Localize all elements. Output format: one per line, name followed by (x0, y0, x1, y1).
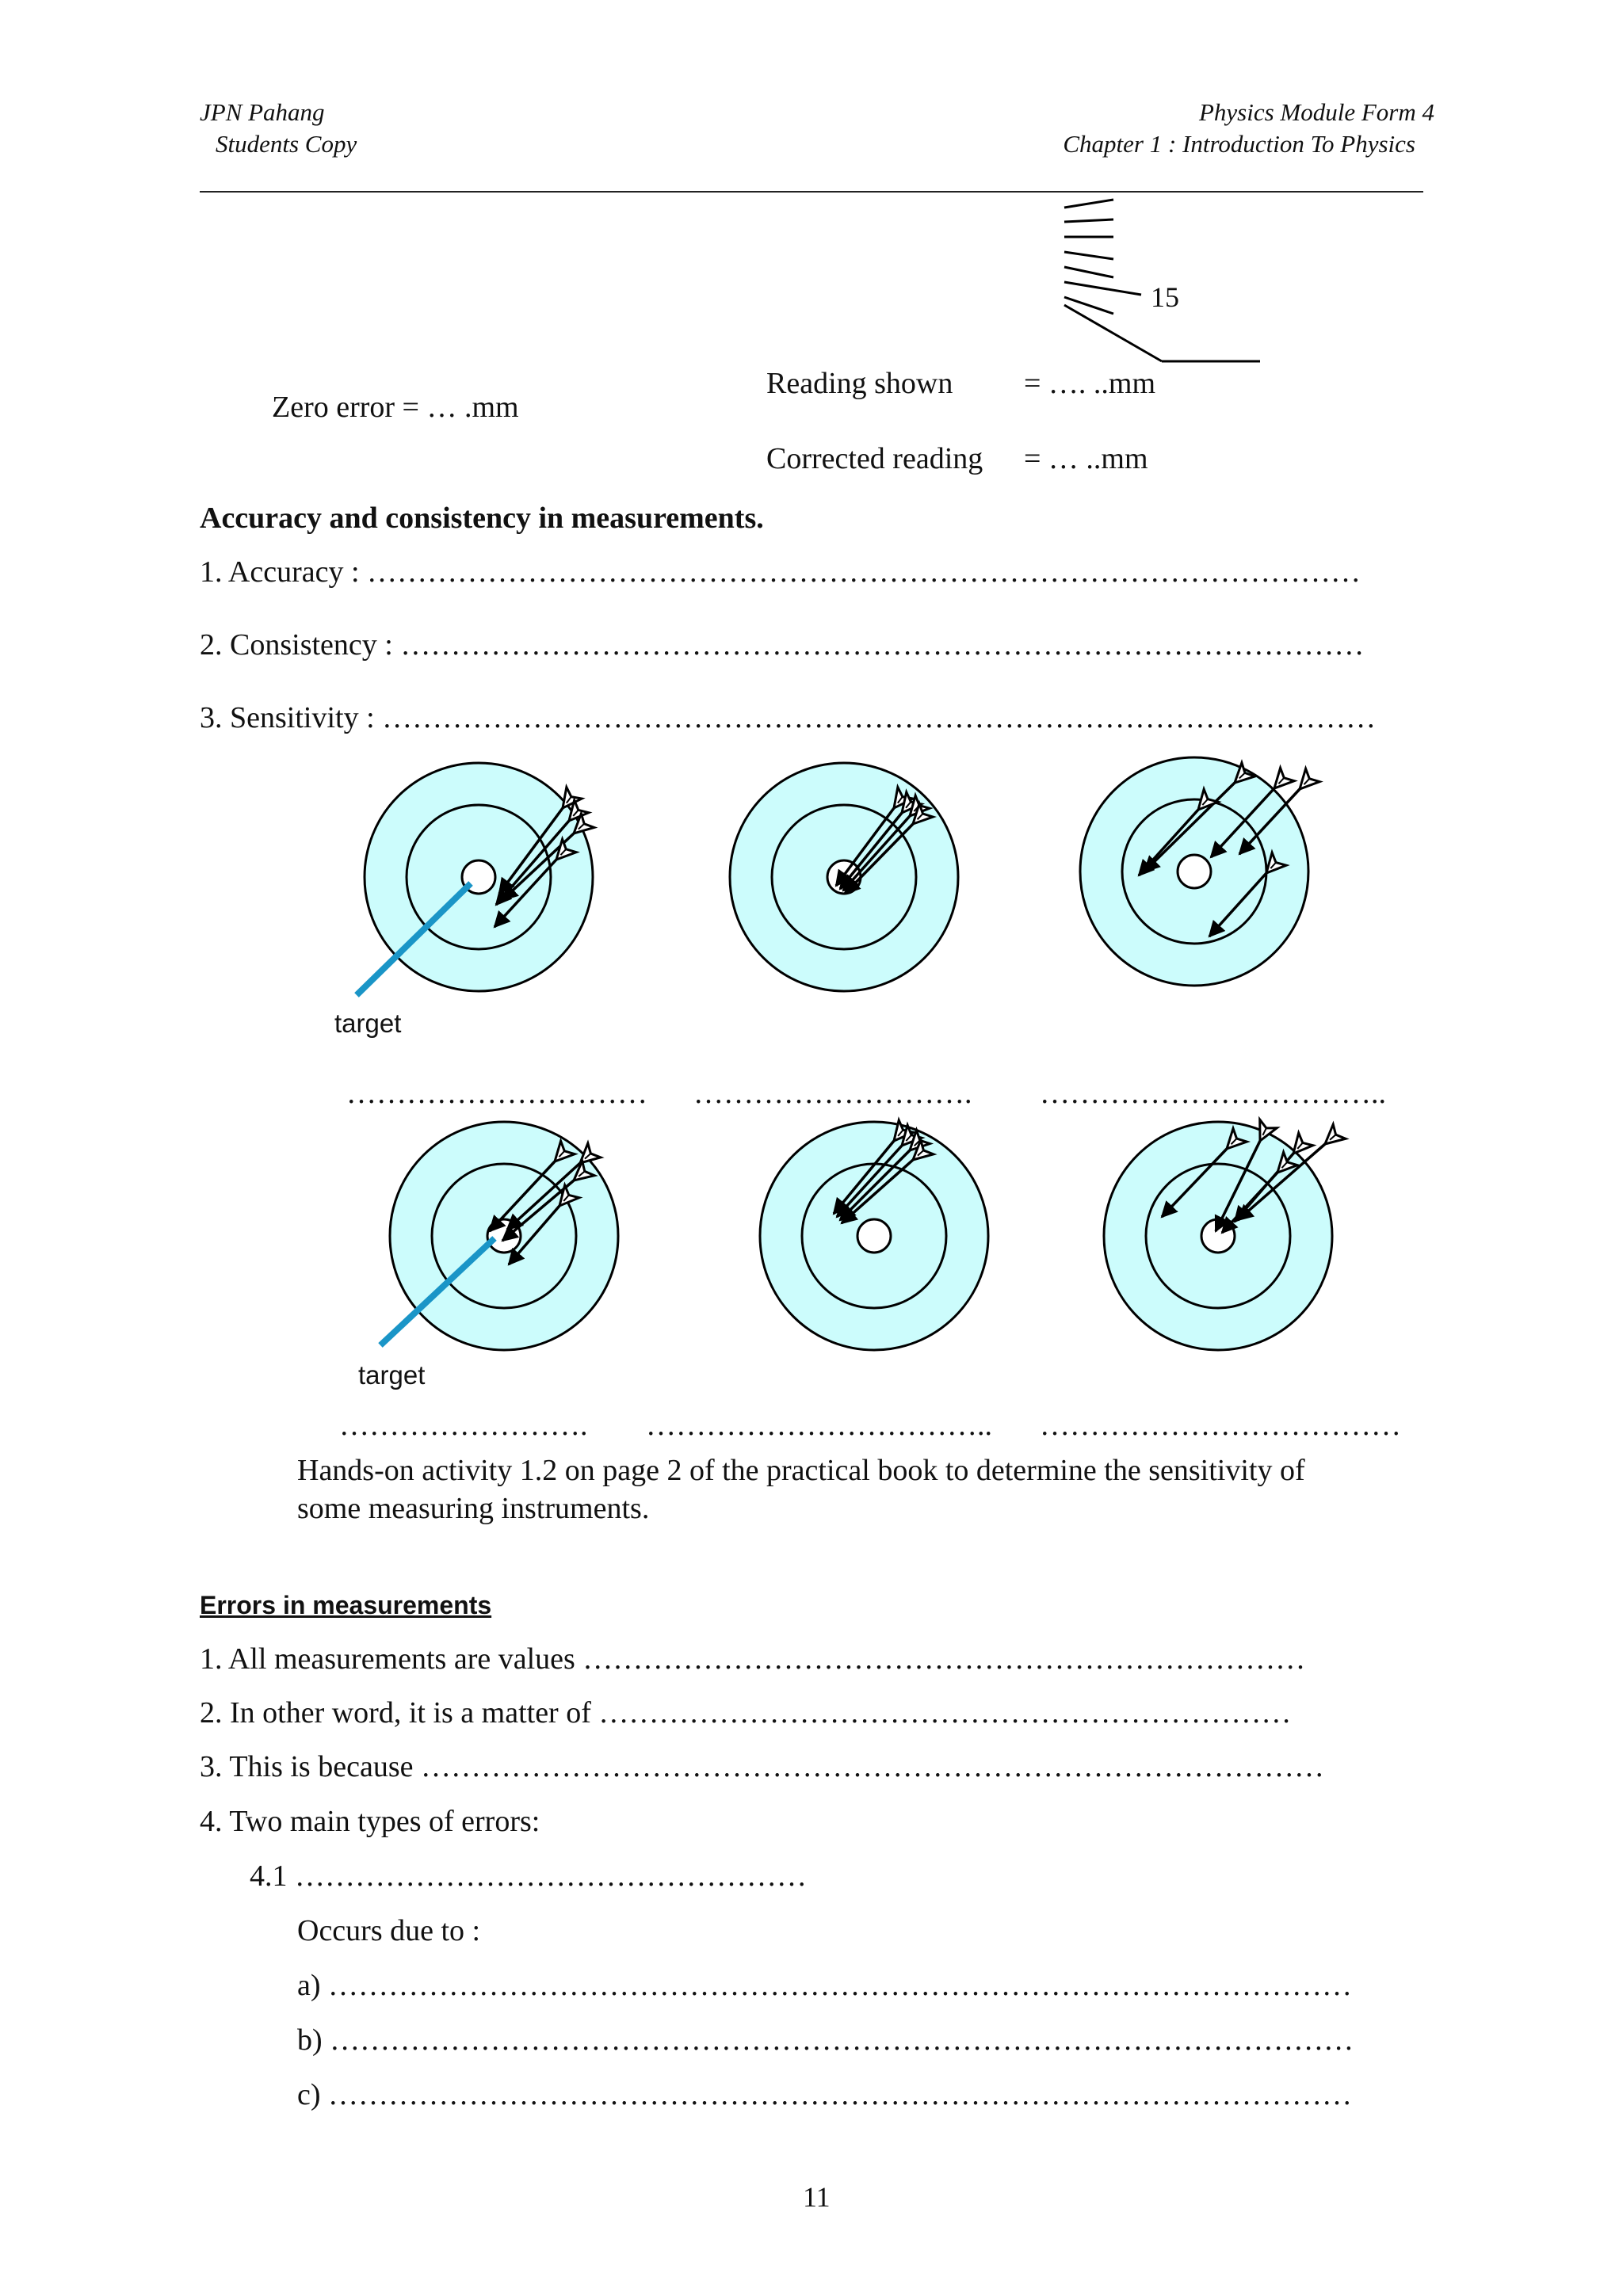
target-blank-3: …………………………….. (1040, 1077, 1386, 1110)
consistency-item: 2. Consistency : …………………………………………………………………………………… (200, 628, 1365, 662)
activity-line-2: some measuring instruments. (297, 1492, 650, 1525)
zero-error: Zero error = … .mm (272, 391, 519, 424)
cause-a: a) ………………………………………………………………………………………… (297, 1969, 1353, 2002)
target-blank-4: ……………………. (339, 1409, 588, 1442)
target-1 (357, 763, 594, 995)
errors-item-3: 3. This is because ……………………………………………………………………………… (200, 1750, 1324, 1783)
target-label: target (358, 1360, 426, 1390)
cause-c: c) ………………………………………………………………………………………… (297, 2078, 1353, 2111)
target-blank-6: ……………………………… (1040, 1409, 1401, 1442)
reading-shown-label: Reading shown (766, 367, 953, 400)
header-chapter-title: Chapter 1 : Introduction To Physics (1063, 130, 1415, 158)
target-6 (1104, 1119, 1346, 1350)
error-type-blank: 4.1 …………………………………………… (250, 1859, 807, 1893)
header-copy-type: Students Copy (216, 130, 357, 158)
errors-item-1: 1. All measurements are values ……………………………………………………………… (200, 1642, 1306, 1676)
header-module-title: Physics Module Form 4 (1198, 98, 1434, 126)
reading-shown-value: = …. ..mm (1024, 367, 1156, 400)
activity-line-1: Hands-on activity 1.2 on page 2 of the practical book to determine the sensitivity of (297, 1454, 1305, 1487)
target-4 (380, 1122, 618, 1350)
accuracy-item: 1. Accuracy : ……………………………………………………………………………………… (200, 555, 1361, 589)
target-blank-1: ………………………… (346, 1077, 647, 1110)
errors-heading: Errors in measurements (200, 1591, 492, 1619)
errors-item-4: 4. Two main types of errors: (200, 1805, 540, 1838)
cause-b: b) ………………………………………………………………………………………… (297, 2023, 1354, 2057)
page-number: 11 (803, 2181, 831, 2213)
corrected-reading-label: Corrected reading (766, 442, 983, 475)
sensitivity-item: 3. Sensitivity : ……………………………………………………………………………………… (200, 701, 1377, 734)
target-label: target (334, 1009, 402, 1038)
accuracy-heading: Accuracy and consistency in measurements. (200, 502, 764, 535)
corrected-reading-value: = … ..mm (1024, 442, 1148, 475)
occurs-due-to: Occurs due to : (297, 1914, 481, 1947)
target-5 (760, 1120, 988, 1350)
target-2 (730, 763, 958, 991)
header-org: JPN Pahang (200, 98, 325, 126)
target-blank-2: ………………………. (693, 1077, 972, 1110)
target-blank-5: …………………………….. (646, 1409, 992, 1442)
micrometer-scale-number: 15 (1151, 281, 1179, 313)
target-3 (1080, 757, 1319, 986)
errors-item-2: 2. In other word, it is a matter of …………………………………………………………… (200, 1696, 1292, 1730)
